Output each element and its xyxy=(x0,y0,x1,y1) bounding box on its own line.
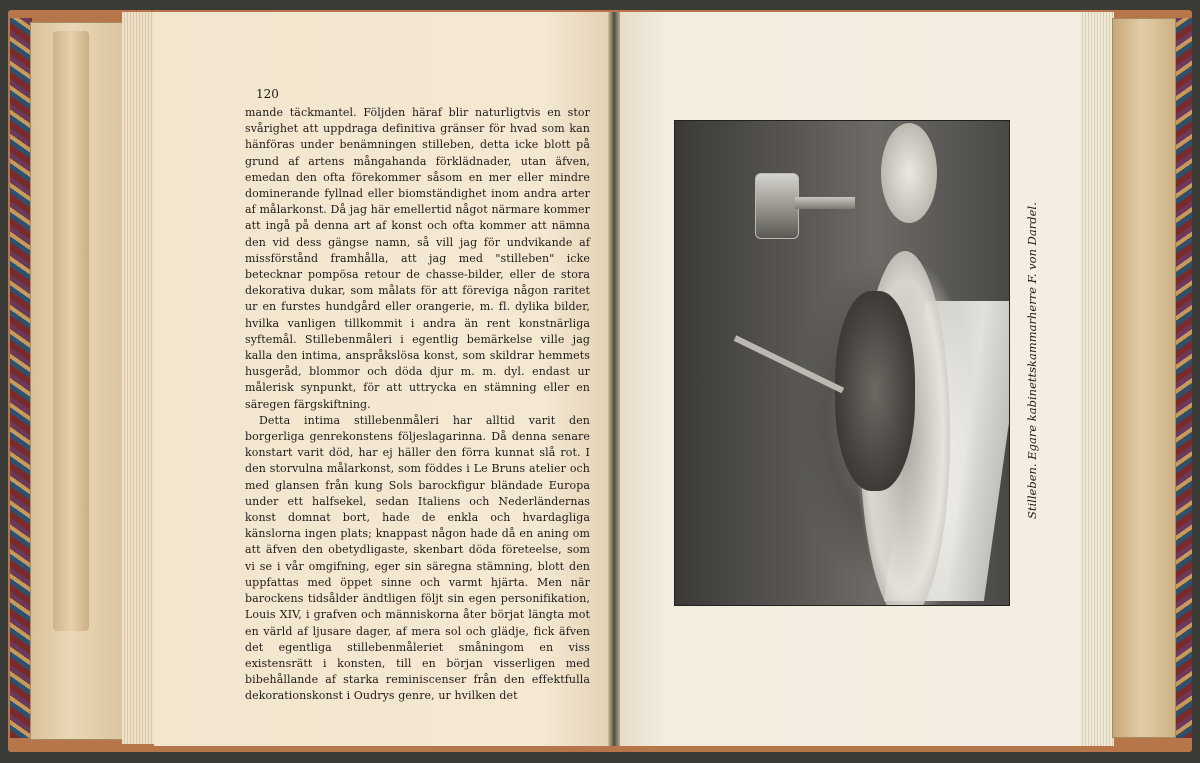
page-number: 120 xyxy=(256,87,279,101)
bread-loaf xyxy=(881,123,937,223)
paragraph-1: mande täckmantel. Följden häraf blir naturligtvis en stor svårighet att uppdraga definitiva gränser för hvad som kan hänföras under benämningen stilleben, detta icke blott på grund af artens mångahanda förklädnader, utan äfven, emedan den ofta förekommer såsom en mer eller mindre dominerande fyllnad eller biomständighet inom andra arter af målarkonst. Då jag här emellertid något närmare kommer att ingå på denna art af konst och ofta kommer att nämna den vid dess gängse namn, så vill jag för undvikande af missförstånd framhålla, att jag med "stilleben" icke betecknar pompösa retour de chasse-bilder, eller de stora dekorativa dukar, som målats för att föreviga någon raritet ur en furstes hundgård eller orangerie, m. fl. dylika bilder, hvilka vanligen tillkommit i andra än rent konstnärliga syftemål. Stillebenmåleri i egentlig bemärkelse ville jag kalla den intima, anspråkslösa konst, som skildrar hemmets husgeråd, blommor och döda djur m. m. dyl. endast ur målerisk synpunkt, för att uttrycka en stämning eller en säregen färgskiftning. xyxy=(245,106,590,411)
glass-stem xyxy=(795,197,855,209)
flyleaf-right xyxy=(1112,18,1176,738)
plate-caption: Stilleben. Egare kabinettskammarherre F. von Dardel. xyxy=(1025,202,1039,520)
paper-fold xyxy=(53,31,89,631)
marbled-endpaper-left xyxy=(10,18,32,738)
page-edges-left xyxy=(122,12,154,744)
wine-glass xyxy=(755,173,799,239)
still-life-plate xyxy=(674,120,1010,606)
flyleaf-left xyxy=(30,22,132,740)
carving-fork xyxy=(734,335,844,393)
paragraph-2: Detta intima stillebenmåleri har alltid varit den borgerliga genrekonstens följeslagarinna. Då denna senare konstart varit död, har ej häller den förra kunnat slå rot. I den storvulna målarkonst, som föddes i Le Bruns atelier och med glansen från kung Sols barockfigur bländade Europa under ett halfsekel, sedan Italiens och Nederländernas konst domnat bort, hade de enkla och hvardagliga känslorna ingen plats; knappast någon hade då en aning om att äfven den obetydligaste, skenbart döda företeelse, som vi se i vår omgifning, eger sin säregna stämning, blott den uppfattas med öppet sinne och varmt hjärta. Men när barockens tidsålder ändtligen följt sin egen personifikation, Louis XIV, i grafven och människorna åter börjat längta mot en värld af ljusare dager, af mera sol och glädje, fick äfven det egentliga stillebenmåleriet småningom en viss existensrätt i konsten, till en början visserligen med bibehållande af starka reminiscenser från den effektfulla dekorationskonst i Oudrys genre, ur hvilken det xyxy=(245,413,590,703)
body-text xyxy=(245,105,590,705)
page-edges-right xyxy=(1080,12,1114,746)
roast-bird xyxy=(835,291,915,491)
